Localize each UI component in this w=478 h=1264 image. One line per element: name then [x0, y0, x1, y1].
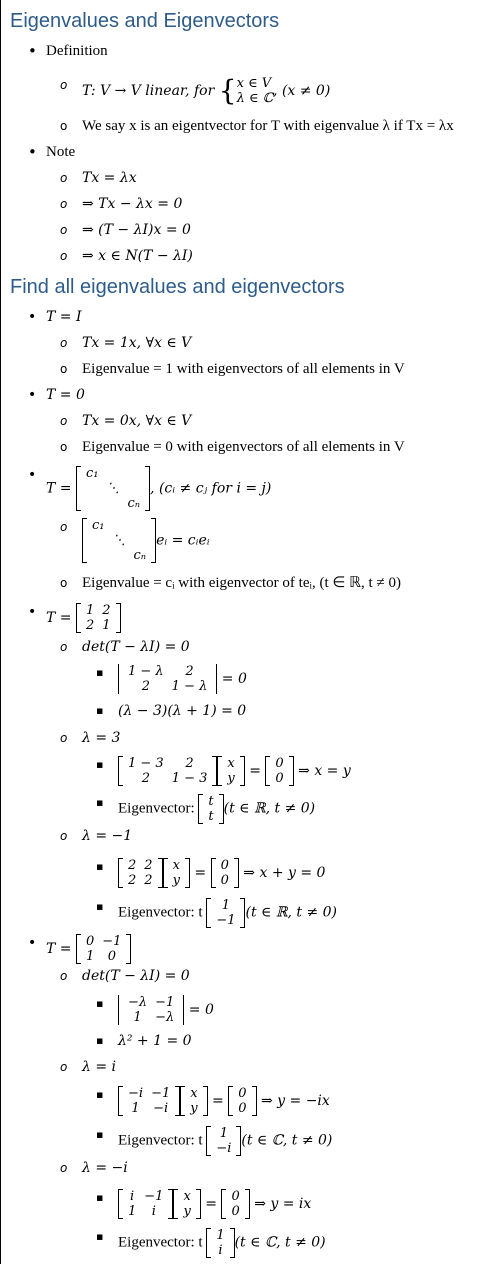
- bullet-note: • Note: [46, 143, 75, 161]
- identity-line2: o Eigenvalue = 1 with eigenvectors of all elements in V: [82, 360, 405, 378]
- case-rotation: [46, 934, 131, 964]
- rot-l1-res: ⇒ y = −ix: [260, 1093, 330, 1109]
- xy-vector: [180, 1086, 207, 1116]
- case-identity: • T = I: [46, 308, 82, 326]
- m: i: [151, 1204, 156, 1219]
- m: −i: [153, 1101, 169, 1116]
- sym-l2-vector: [118, 898, 337, 928]
- m: 2: [185, 664, 194, 679]
- m: 2: [144, 858, 153, 873]
- m: 2: [141, 771, 150, 786]
- sym-l1-matrix: [118, 756, 217, 786]
- eig-vector: [206, 898, 245, 928]
- sym-det-eq: = 0: [221, 671, 247, 687]
- m: t: [208, 809, 214, 824]
- sym-char: ▪ (λ − 3)(λ + 1) = 0: [118, 702, 246, 720]
- diag-dots: ⋱: [106, 481, 120, 496]
- m: x: [183, 1189, 191, 1204]
- left-border: [0, 0, 1, 1264]
- m: 0: [220, 873, 229, 888]
- sym-lambda2: o λ = −1: [82, 827, 132, 845]
- eig-label: Eigenvector:: [118, 800, 195, 817]
- eig-cond: (t ∈ ℂ, t ≠ 0): [234, 1234, 326, 1251]
- diag-matrix: [76, 466, 150, 511]
- zero-line1: o Tx = 0x, ∀x ∈ V: [82, 412, 191, 430]
- case-diagonal: [46, 466, 271, 511]
- m: y: [183, 1204, 191, 1219]
- rot-l1-matrix: [118, 1086, 180, 1116]
- definition-cond: , (x ≠ 0): [273, 83, 331, 99]
- rot-char: ▪ λ² + 1 = 0: [118, 1032, 192, 1050]
- rot-l1-vector: [118, 1126, 332, 1156]
- definition-text: T: V → V linear, for: [82, 83, 215, 99]
- rot-det-matrix: [118, 995, 184, 1025]
- m: ▪ −λ: [128, 995, 148, 1010]
- m: −1: [151, 1086, 171, 1101]
- heading-eigenvalues: Eigenvalues and Eigenvectors: [10, 10, 280, 32]
- heading-find-all: Find all eigenvalues and eigenvectors: [10, 276, 345, 298]
- m: x: [172, 858, 180, 873]
- m: 1: [85, 949, 95, 964]
- rot-lambda2: o λ = −i: [82, 1159, 128, 1177]
- m: 1: [219, 1126, 228, 1141]
- rot-l1-eq: ▪ −i −1 1 −i x y = 0 0 ⇒ y = −ix: [118, 1086, 330, 1116]
- m: −1: [216, 913, 236, 928]
- zero-line2: o Eigenvalue = 0 with eigenvectors of all elements in V: [82, 438, 405, 456]
- m: 1: [133, 1010, 142, 1025]
- bullet-definition: • Definition: [46, 42, 108, 60]
- note-item: o Tx = λx: [82, 169, 137, 187]
- m: 0: [220, 858, 229, 873]
- rot-l2-eq: ▪ i −1 1 i x y = 0 0 ⇒ y = ix: [118, 1189, 311, 1219]
- eig-vector: [206, 1228, 234, 1258]
- m: 1 − λ: [171, 679, 208, 694]
- m: 0: [275, 756, 284, 771]
- m: 0: [238, 1086, 247, 1101]
- m: −1: [102, 934, 122, 949]
- xy-vector: [173, 1189, 200, 1219]
- sym-lambda1: o λ = 3: [82, 729, 120, 747]
- sym-l2-matrix: [118, 858, 163, 888]
- eig-label: Eigenvector: t: [118, 904, 203, 921]
- diag-c1: c₁: [85, 466, 99, 481]
- m: y: [190, 1101, 198, 1116]
- case-x: x ∈ V: [236, 76, 272, 91]
- sym-l1-res: ⇒ x = y: [298, 763, 351, 779]
- m: 0: [231, 1189, 240, 1204]
- case-symmetric: [46, 603, 121, 633]
- diag-cn: cₙ: [127, 496, 141, 511]
- m: 2: [128, 873, 137, 888]
- m: −λ: [155, 1010, 175, 1025]
- m: 0: [85, 934, 95, 949]
- diag-matrix-2: [82, 518, 156, 563]
- m: y: [172, 873, 180, 888]
- sym-l2-res: ⇒ x + y = 0: [243, 865, 326, 881]
- case-zero: • T = 0: [46, 386, 85, 404]
- m: 2: [102, 603, 111, 618]
- rot-l2-matrix: [118, 1189, 173, 1219]
- m: 1: [102, 618, 111, 633]
- eig-vector: [206, 1126, 241, 1156]
- rot-det-eq: = 0: [188, 1002, 214, 1018]
- zero-vector: [228, 1086, 256, 1116]
- m: 2: [144, 873, 153, 888]
- rot-matrix: [76, 934, 131, 964]
- rot-det-matrix-row: [118, 995, 214, 1025]
- sym-det-matrix-row: [118, 664, 247, 694]
- m: ▪ 1 − 3: [128, 756, 164, 771]
- eig-label: Eigenvector: t: [118, 1132, 203, 1149]
- rot-l2-vector: [118, 1228, 326, 1258]
- m: 2: [141, 679, 150, 694]
- m: −1: [144, 1189, 164, 1204]
- sym-l1-eq: ▪ 1 − 3 2 2 1 − 3 x y = 0 0 ⇒ x = y: [118, 756, 351, 786]
- cases-block: [237, 76, 273, 106]
- m: i: [218, 1243, 223, 1258]
- diag-dots: ⋱: [112, 533, 126, 548]
- m: 0: [238, 1101, 247, 1116]
- m: 1: [131, 1101, 140, 1116]
- diag-head: T =: [46, 480, 72, 497]
- m: −1: [155, 995, 175, 1010]
- eig-vector: [198, 794, 223, 824]
- m: 1: [216, 1228, 225, 1243]
- rot-head: T =: [46, 941, 72, 957]
- m: 2: [185, 756, 194, 771]
- note-item: o ⇒ x ∈ N(T − λI): [82, 247, 193, 265]
- eig-cond: (t ∈ ℝ, t ≠ 0): [245, 904, 337, 921]
- m: 2: [85, 618, 95, 633]
- sym-l1-vector: [118, 794, 315, 824]
- m: ▪ 1 − λ: [128, 664, 164, 679]
- m: 0: [275, 771, 284, 786]
- rot-det: o det(T − λI) = 0: [82, 967, 190, 985]
- m: 0: [231, 1204, 240, 1219]
- xy-vector: [217, 756, 244, 786]
- m: 0: [107, 949, 116, 964]
- sym-det-matrix: [118, 664, 217, 694]
- diag-c1: o c₁: [92, 518, 105, 533]
- diag-cn: cₙ: [133, 548, 147, 563]
- m: 1: [85, 603, 95, 618]
- m: ▪ −i: [128, 1086, 144, 1101]
- rot-l2-res: ⇒ y = ix: [254, 1196, 312, 1212]
- identity-line1: o Tx = 1x, ∀x ∈ V: [82, 334, 191, 352]
- note-item: o ⇒ (T − λI)x = 0: [82, 221, 191, 239]
- rot-lambda1: o λ = i: [82, 1058, 116, 1076]
- definition-line1: [82, 76, 330, 106]
- m: x: [227, 756, 235, 771]
- xy-vector: [163, 858, 190, 888]
- cases-brace: {: [218, 74, 237, 107]
- m: t: [208, 794, 214, 809]
- m: x: [190, 1086, 198, 1101]
- eig-label: Eigenvector: t: [118, 1234, 203, 1251]
- m: ▪ 2: [128, 858, 137, 873]
- sym-head: T =: [46, 610, 72, 626]
- diag-cond: , (cᵢ ≠ cⱼ for i = j): [150, 480, 272, 497]
- sym-det: o det(T − λI) = 0: [82, 638, 190, 656]
- sym-l2-eq: ▪ 2 2 2 2 x y = 0 0 ⇒ x + y = 0: [118, 858, 325, 888]
- diag-line1: [82, 518, 210, 563]
- m: −i: [216, 1141, 232, 1156]
- diag-line2: o Eigenvalue = cᵢ with eigenvector of teᵢ, (t ∈ ℝ, t ≠ 0): [82, 574, 401, 592]
- m: 1: [221, 898, 231, 913]
- sym-matrix: [76, 603, 121, 633]
- m: y: [227, 771, 235, 786]
- zero-vector: [211, 858, 239, 888]
- m: 1 − 3: [171, 771, 208, 786]
- note-item: o ⇒ Tx − λx = 0: [82, 195, 182, 213]
- m: 1: [128, 1204, 137, 1219]
- zero-vector: [265, 756, 293, 786]
- definition-line2: o We say x is an eigentvector for T with eigenvalue λ if Tx = λx: [82, 117, 454, 135]
- case-lambda: λ ∈ ℂ: [236, 91, 274, 106]
- diag-eq: eᵢ = cᵢeᵢ: [156, 532, 210, 549]
- eig-cond: (t ∈ ℂ, t ≠ 0): [241, 1132, 333, 1149]
- m: ▪ i: [130, 1189, 135, 1204]
- zero-vector: [221, 1189, 249, 1219]
- eig-cond: (t ∈ ℝ, t ≠ 0): [223, 800, 316, 817]
